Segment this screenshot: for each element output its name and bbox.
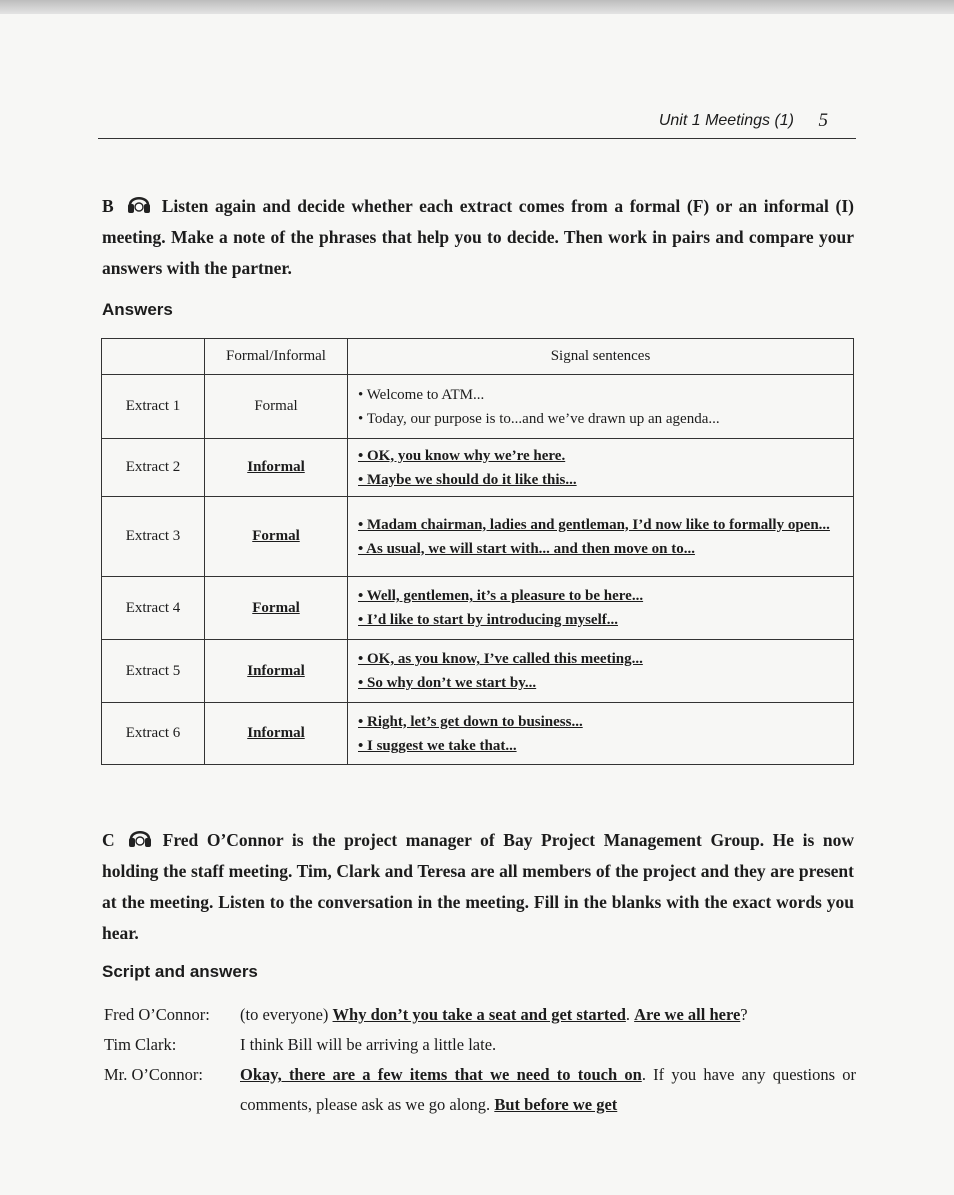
unit-title: Unit 1 Meetings (1) <box>658 112 794 129</box>
headphones-icon <box>127 824 153 850</box>
signal-sentence: • OK, you know why we’re here. <box>358 447 566 464</box>
dialog-line <box>104 1000 856 1030</box>
page-number: 5 <box>818 110 828 131</box>
signal-sentence: • I suggest we take that... <box>358 737 517 754</box>
formality-cell: Formal <box>205 375 348 439</box>
table-row <box>102 703 854 765</box>
speech-fragment: (to everyone) <box>240 1005 333 1024</box>
column-header-extract <box>102 339 205 375</box>
script-dialog <box>104 1000 856 1120</box>
section-c-text: Fred O’Connor is the project manager of Bay Project Management Group. He is now holding the staff meeting. Tim, Clark and Teresa are all members of the project and they are present at the meeting. Listen to the conversation in the meeting. Fill in the blanks with the exact words you hear. <box>102 830 854 943</box>
speech-text <box>240 1000 856 1030</box>
section-c-instruction <box>102 824 854 949</box>
speaker-name: Tim Clark: <box>104 1035 177 1054</box>
answer-blank: Okay, there are a few items that we need to touch on <box>240 1065 642 1084</box>
answer-blank: Are we all here <box>634 1005 741 1024</box>
speech-text <box>240 1060 856 1120</box>
formality-cell: Formal <box>205 577 348 640</box>
signals-cell <box>348 497 854 577</box>
extract-cell: Extract 4 <box>102 577 205 640</box>
formality-cell: Formal <box>205 497 348 577</box>
script-heading: Script and answers <box>102 962 258 981</box>
extract-cell: Extract 6 <box>102 703 205 765</box>
table-row <box>102 439 854 497</box>
signal-sentence: • So why don’t we start by... <box>358 675 537 691</box>
table-row <box>102 375 854 439</box>
section-b-instruction <box>102 190 854 284</box>
speech-fragment: . <box>625 1005 635 1024</box>
table-row <box>102 577 854 640</box>
answers-heading: Answers <box>102 300 173 319</box>
answer-blank: Why don’t you take a seat and get started <box>332 1005 626 1024</box>
extract-cell: Extract 5 <box>102 640 205 703</box>
speech-fragment: . If you have any questions or comments, please ask as we go along. <box>240 1065 857 1114</box>
signals-cell <box>348 439 854 497</box>
table-row <box>102 497 854 577</box>
column-header-signals: Signal sentences <box>348 339 854 375</box>
signals-cell <box>348 375 854 439</box>
signals-cell <box>348 577 854 640</box>
signal-sentence: • As usual, we will start with... and then move on to... <box>358 540 695 557</box>
signal-sentence: • Well, gentlemen, it’s a pleasure to be here... <box>358 588 644 604</box>
section-b-label: B <box>102 196 114 216</box>
dialog-line <box>104 1030 856 1060</box>
signal-sentence: • Madam chairman, ladies and gentleman, I’d now like to formally open... <box>358 516 830 533</box>
signal-sentence: • Today, our purpose is to...and we’ve drawn up an agenda... <box>358 410 720 427</box>
extract-cell: Extract 1 <box>102 375 205 439</box>
section-c-label: C <box>102 830 115 850</box>
signal-sentence: • Maybe we should do it like this... <box>358 471 577 488</box>
headphones-icon <box>126 190 152 216</box>
answers-table <box>101 338 854 765</box>
signals-cell <box>348 703 854 765</box>
speech-text <box>240 1030 856 1060</box>
speaker-name: Fred O’Connor: <box>104 1005 210 1024</box>
signals-cell <box>348 640 854 703</box>
speaker-name: Mr. O’Connor: <box>104 1065 203 1084</box>
formality-cell: Informal <box>205 439 348 497</box>
signal-sentence: • Right, let’s get down to business... <box>358 713 583 730</box>
table-header-row <box>102 339 854 375</box>
page-header <box>98 110 856 139</box>
speech-fragment: I think Bill will be arriving a little late. <box>240 1035 497 1054</box>
section-b-text: Listen again and decide whether each extract comes from a formal (F) or an informal (I) meeting. Make a note of the phrases that help you to decide. Then work in pairs and compare your answers with the partner. <box>102 196 854 278</box>
column-header-formality: Formal/Informal <box>205 339 348 375</box>
dialog-line <box>104 1060 856 1120</box>
formality-cell: Informal <box>205 703 348 765</box>
table-row <box>102 640 854 703</box>
extract-cell: Extract 2 <box>102 439 205 497</box>
scan-top-edge <box>0 0 954 14</box>
answer-blank: But before we get <box>494 1095 618 1114</box>
signal-sentence: • Welcome to ATM... <box>358 386 485 403</box>
formality-cell: Informal <box>205 640 348 703</box>
signal-sentence: • OK, as you know, I’ve called this meeting... <box>358 651 643 667</box>
signal-sentence: • I’d like to start by introducing myself... <box>358 612 618 628</box>
speech-fragment: ? <box>740 1005 748 1024</box>
extract-cell: Extract 3 <box>102 497 205 577</box>
